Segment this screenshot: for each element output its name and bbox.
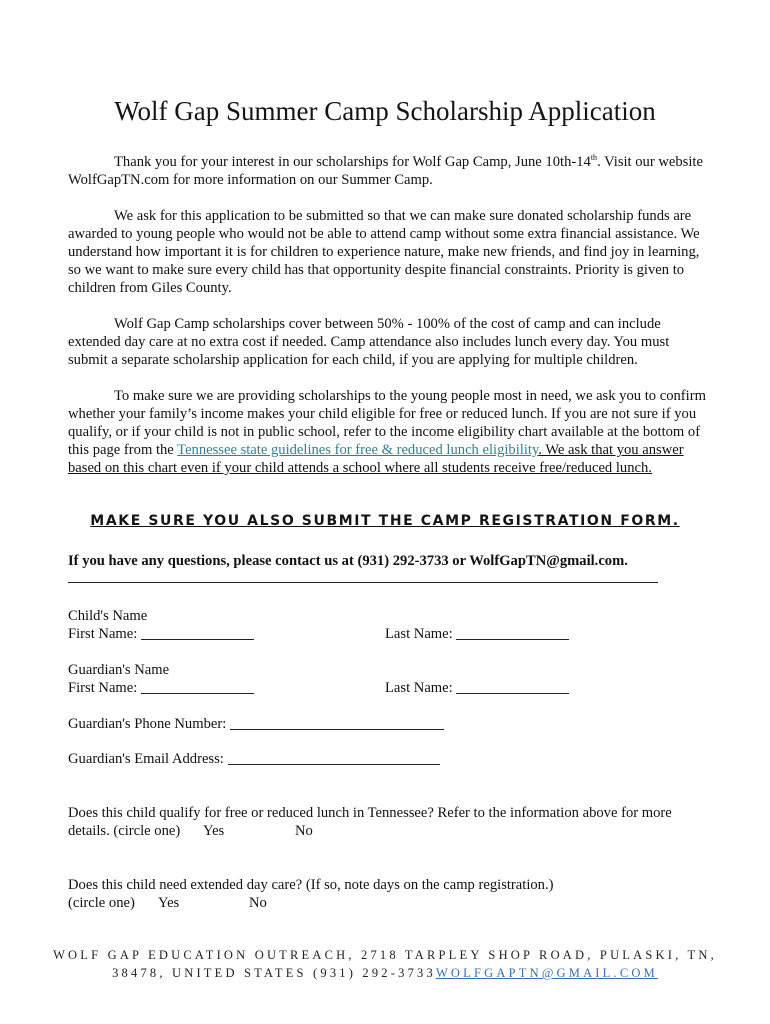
- child-first-name-row: First Name:: [68, 625, 254, 643]
- guardian-last-name-field[interactable]: [456, 679, 569, 694]
- child-name-heading: Child's Name: [68, 608, 148, 624]
- registration-reminder: MAKE SURE YOU ALSO SUBMIT THE CAMP REGISTRATION FORM.: [90, 513, 680, 529]
- lunch-question: Does this child qualify for free or reduced lunch in Tennessee? Refer to the information above for more: [68, 805, 672, 821]
- child-first-name-field[interactable]: [141, 625, 254, 640]
- tn-guidelines-link[interactable]: Tennessee state guidelines for free & reduced lunch eligibility: [177, 442, 539, 458]
- intro-paragraph-1: Thank you for your interest in our scholarships for Wolf Gap Camp, June 10th-14th. Visit our website WolfGapTN.com for more information on our Summer Camp.: [68, 153, 703, 188]
- lunch-no-option[interactable]: No: [295, 823, 313, 839]
- guardian-email-field[interactable]: [228, 750, 440, 765]
- intro-paragraph-4: To make sure we are providing scholarships to the young people most in need, we ask you to confirm whether your family’s income makes your child eligible for free or reduced lunch. If you are not sure if you qualify, or if your child is not in public school, refer to the income eligibility chart available at the bottom of this page from the Tennessee state guidelines for free & reduced lunch eligibility. We ask that you answer based on this chart even if your child attends a school where all students receive free/reduced lunch.: [68, 388, 706, 476]
- guardian-phone-field[interactable]: [230, 715, 444, 730]
- daycare-question-label: (circle one): [68, 895, 135, 911]
- guardian-first-name-field[interactable]: [141, 679, 254, 694]
- child-last-name-row: Last Name:: [385, 625, 569, 643]
- daycare-no-option[interactable]: No: [249, 895, 267, 911]
- lunch-question-label: details. (circle one): [68, 823, 181, 839]
- intro-paragraph-3: Wolf Gap Camp scholarships cover between 50% - 100% of the cost of camp and can include extended day care at no extra cost if needed. Camp attendance also includes lunch every day. You must submit a separate scholarship application for each child, if you are applying for multiple children.: [68, 316, 670, 368]
- guardian-first-name-row: First Name:: [68, 679, 254, 697]
- contact-line: If you have any questions, please contact us at (931) 292-3733 or WolfGapTN@gmail.com.: [68, 553, 628, 569]
- guardian-phone-row: Guardian's Phone Number:: [68, 715, 444, 733]
- daycare-question: Does this child need extended day care? (If so, note days on the camp registration.): [68, 877, 554, 893]
- guardian-name-heading: Guardian's Name: [68, 662, 170, 678]
- guardian-email-row: Guardian's Email Address:: [68, 750, 440, 768]
- chart-instruction: . We ask that you answer based on this chart even if your child attends a school where all students receive free/reduced lunch.: [68, 442, 684, 476]
- daycare-yes-option[interactable]: Yes: [158, 895, 180, 911]
- footer-email-link[interactable]: WOLFGAPTN@GMAIL.COM: [435, 966, 658, 980]
- intro-paragraph-2: We ask for this application to be submitted so that we can make sure donated scholarship funds are awarded to young people who would not be able to attend camp without some extra financial assistance. We understand how important it is for children to experience nature, make new friends, and find joy in learning, so we want to make sure every child has that opportunity despite financial constraints. Priority is given to children from Giles County.: [68, 208, 700, 296]
- guardian-last-name-row: Last Name:: [385, 679, 569, 697]
- child-last-name-field[interactable]: [456, 625, 569, 640]
- footer-address: WOLF GAP EDUCATION OUTREACH, 2718 TARPLEY SHOP ROAD, PULASKI, TN, 38478, UNITED STATES (931) 292-3733WOLFGAPTN@GMAIL.COM: [53, 948, 717, 980]
- page-title: Wolf Gap Summer Camp Scholarship Application: [114, 96, 656, 126]
- divider: [68, 582, 658, 583]
- lunch-yes-option[interactable]: Yes: [203, 823, 225, 839]
